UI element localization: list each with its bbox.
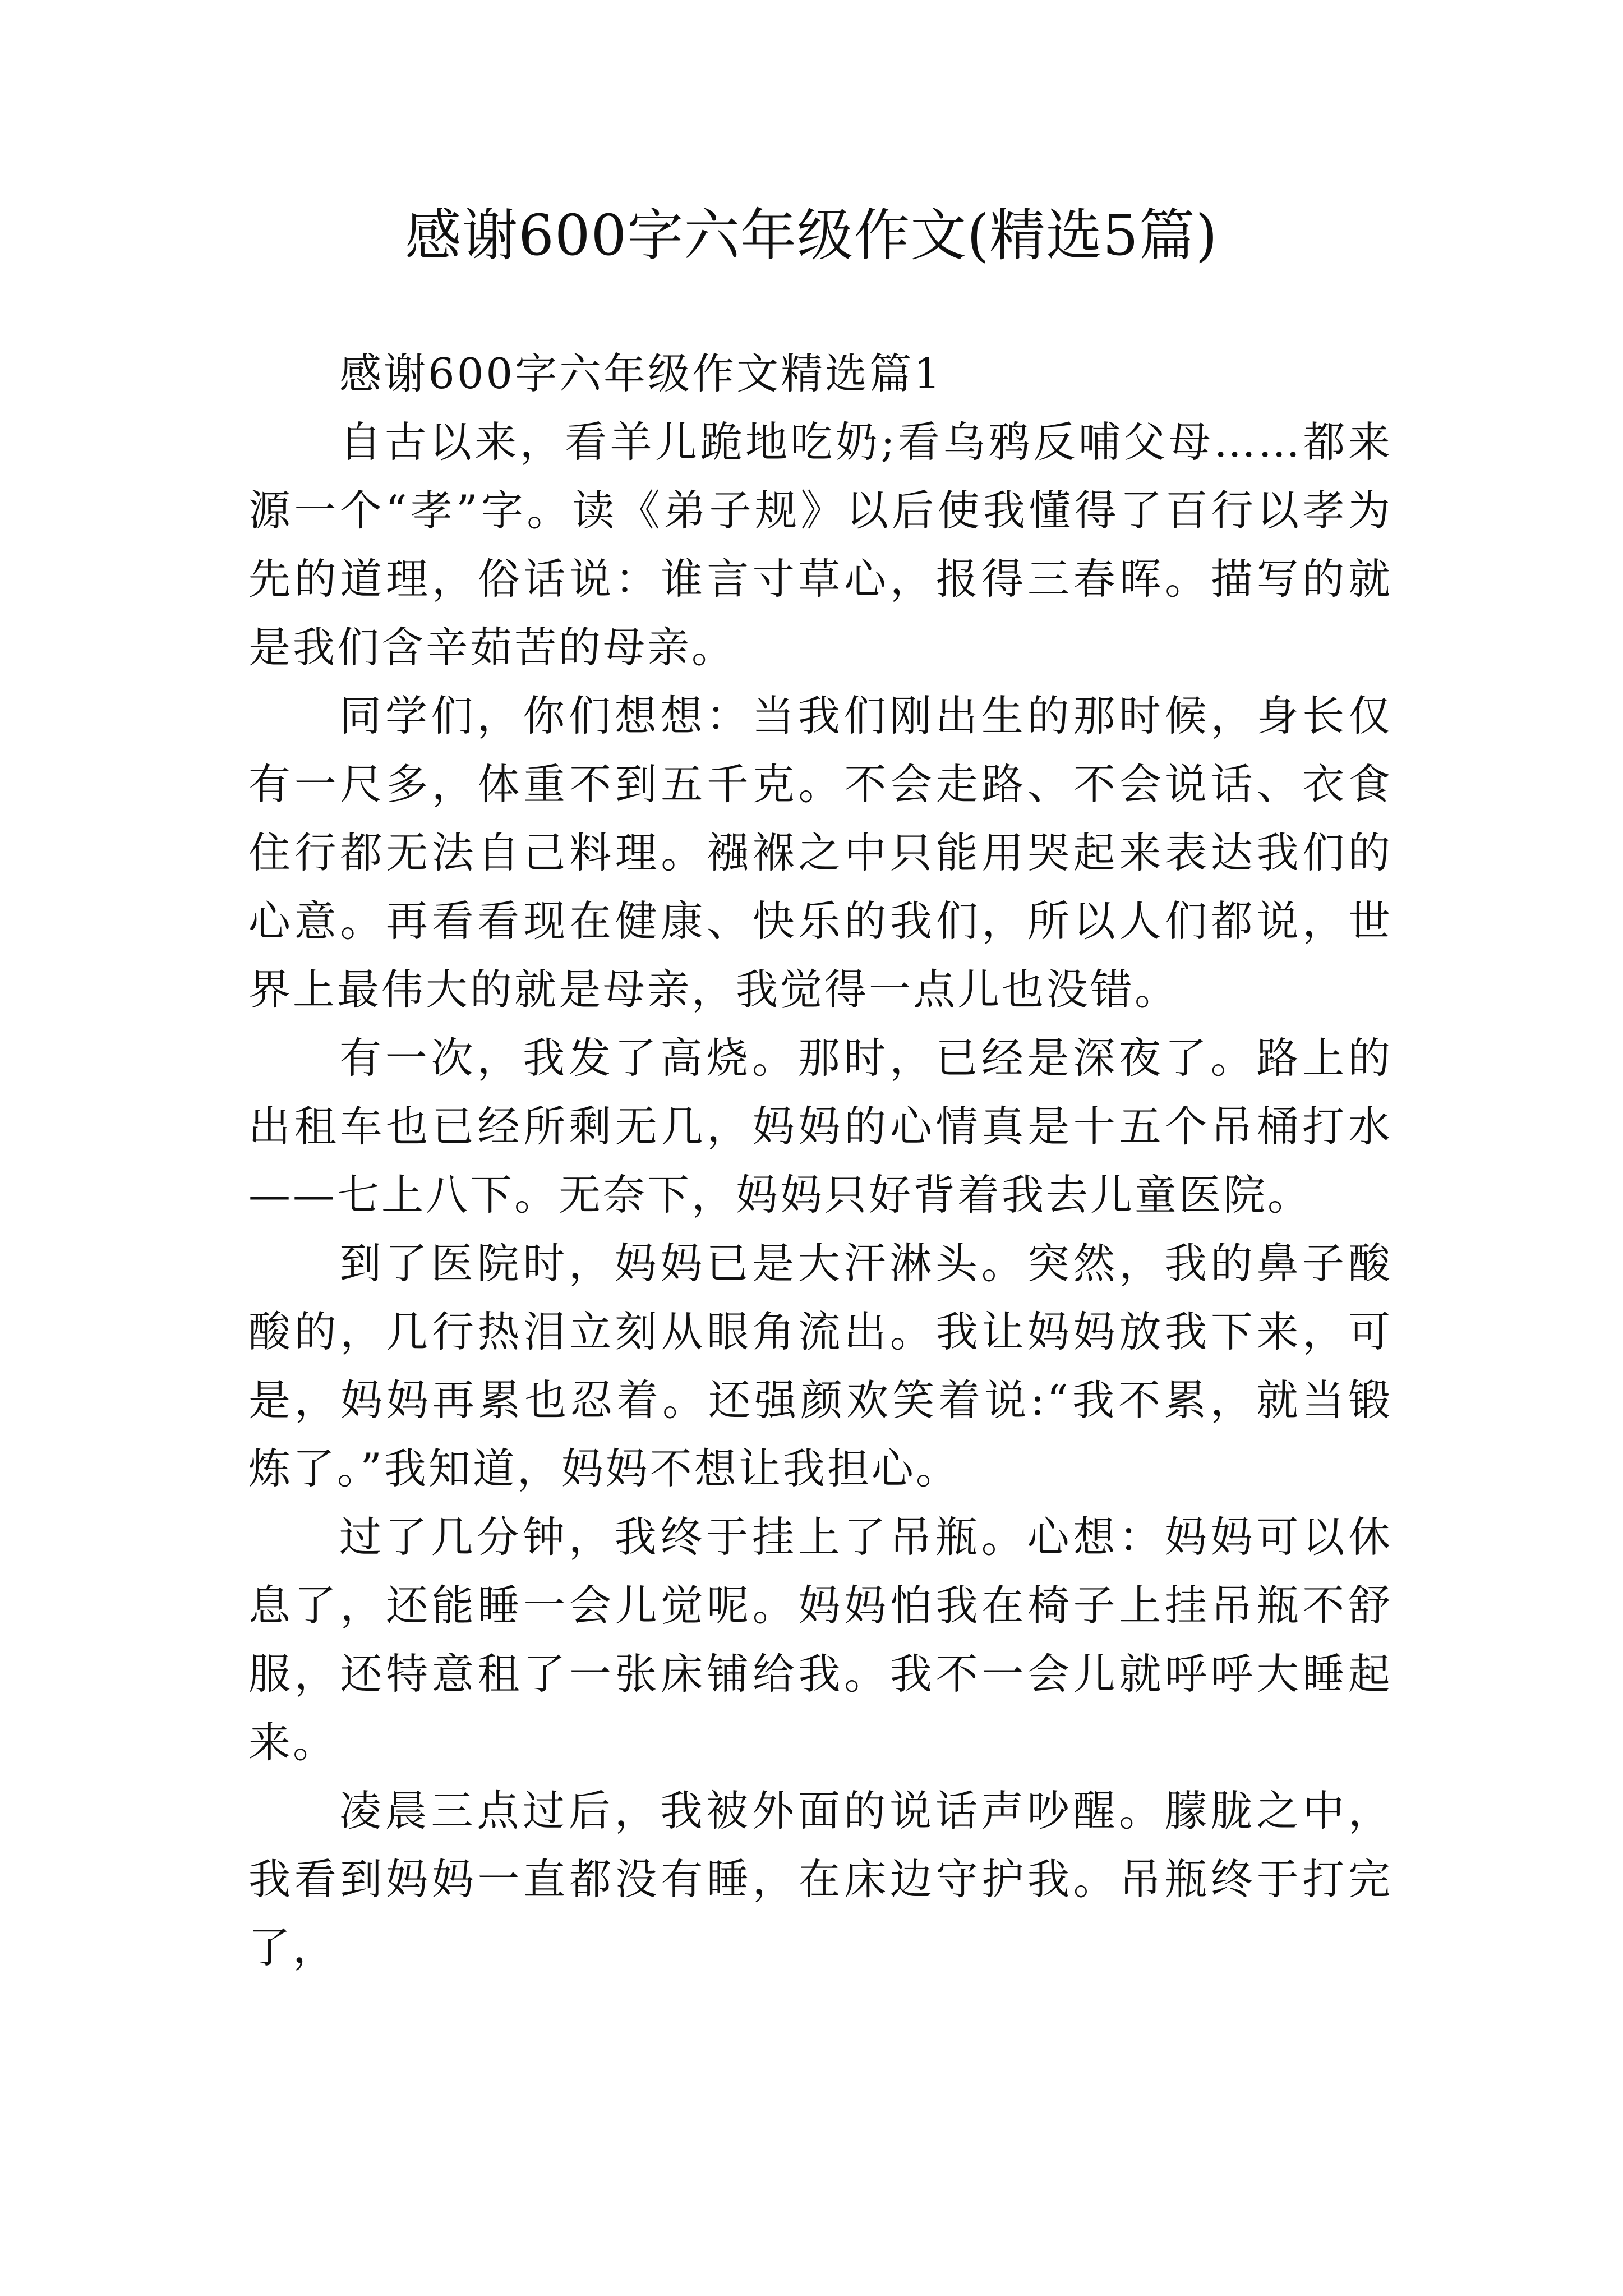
paragraph-2: 同学们，你们想想：当我们刚出生的那时候，身长仅有一尺多，体重不到五千克。不会走路、不会说话、衣食住行都无法自己料理。襁褓之中只能用哭起来表达我们的心意。再看看现在健康、快乐的我们，所以人们都说，世界上最伟大的就是母亲，我觉得一点儿也没错。	[248, 691, 1393, 1014]
document-title: 感谢600字六年级作文(精选5篇)	[405, 203, 1218, 268]
paragraph-3: 有一次，我发了高烧。那时，已经是深夜了。路上的出租车也已经所剩无几，妈妈的心情真是十五个吊桶打水——七上八下。无奈下，妈妈只好背着我去儿童医院。	[248, 1033, 1393, 1220]
paragraph-4: 到了医院时，妈妈已是大汗淋头。突然，我的鼻子酸酸的，几行热泪立刻从眼角流出。我让妈妈放我下来，可是，妈妈再累也忍着。还强颜欢笑着说:“我不累，就当锻炼了。”我知道，妈妈不想让我担心。	[248, 1239, 1393, 1493]
paragraph-5: 过了几分钟，我终于挂上了吊瓶。心想：妈妈可以休息了，还能睡一会儿觉呢。妈妈怕我在椅子上挂吊瓶不舒服，还特意租了一张床铺给我。我不一会儿就呼呼大睡起来。	[248, 1512, 1393, 1767]
document-body	[248, 339, 1393, 1982]
section-heading: 感谢600字六年级作文精选篇1	[339, 349, 943, 398]
paragraph-1: 自古以来，看羊儿跪地吃奶;看乌鸦反哺父母……都来源一个“孝”字。读《弟子规》以后使我懂得了百行以孝为先的道理，俗话说：谁言寸草心，报得三春晖。描写的就是我们含辛茹苦的母亲。	[248, 417, 1393, 672]
paragraph-6: 凌晨三点过后，我被外面的说话声吵醒。朦胧之中，我看到妈妈一直都没有睡，在床边守护我。吊瓶终于打完了，	[248, 1786, 1393, 1972]
